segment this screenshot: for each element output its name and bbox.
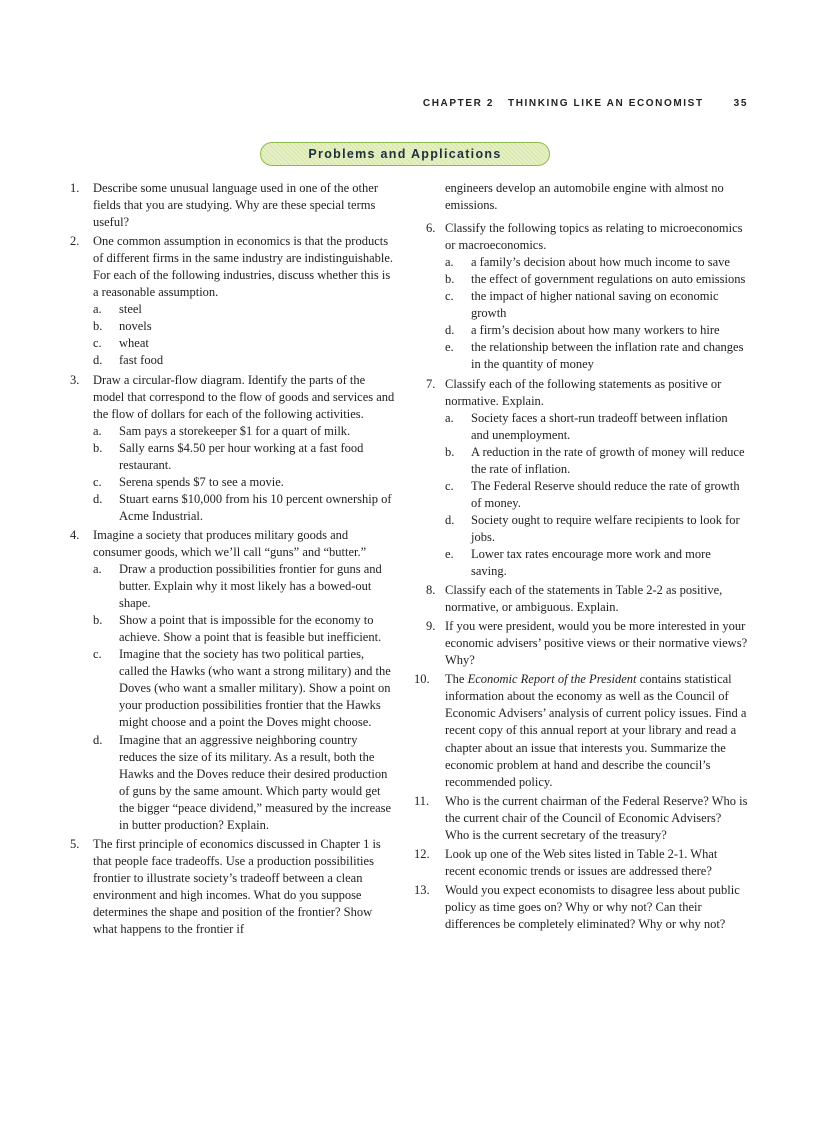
sub-letter: b.: [93, 440, 103, 455]
question-3: [70, 372, 395, 525]
question-number: 13.: [414, 882, 430, 897]
sub-text: Sally earns $4.50 per hour working at a fast food restaurant.: [119, 440, 364, 472]
chapter-title: THINKING LIKE AN ECONOMIST: [507, 98, 704, 109]
question-text: Would you expect economists to disagree less about public policy as time goes on? Why or why not? Can their differences be completely eliminated? Why or why not?: [445, 882, 740, 931]
sub-item: [445, 322, 748, 339]
sub-item: [93, 474, 395, 491]
sub-item: [93, 612, 395, 646]
question-11: [414, 793, 748, 844]
sub-letter: c.: [93, 336, 102, 351]
sub-item: [93, 732, 395, 834]
question-1: [70, 180, 395, 231]
sub-letter: c.: [93, 474, 102, 489]
sub-letter: a.: [445, 255, 454, 270]
sub-item: [445, 444, 748, 478]
question-number: 10.: [414, 672, 430, 687]
question-number: 9.: [426, 619, 436, 634]
sub-text: Society faces a short-run tradeoff between inflation and unemployment.: [471, 410, 728, 442]
sub-letter: d.: [93, 353, 103, 368]
sub-item: [445, 546, 748, 580]
question-text: Who is the current chairman of the Federal Reserve? Who is the current chair of the Council of Economic Advisers? Who is the current secretary of the treasury?: [445, 793, 748, 842]
question-text: Imagine a society that produces military goods and consumer goods, which we’ll call “guns” and “butter.”: [93, 527, 367, 559]
question-text: One common assumption in economics is that the products of different firms in the same industry are indistinguishable. For each of the following industries, discuss whether this is a reasonable assumption.: [93, 234, 394, 300]
sub-item: [93, 646, 395, 731]
question-text: The first principle of economics discussed in Chapter 1 is that people face tradeoffs. Use a production possibilities frontier to illustrate society’s tradeoff between a clean environment and high incomes. What do you suppose determines the shape and position of the frontier? Show what happens to the frontier if: [93, 836, 381, 937]
sub-item: [93, 423, 395, 440]
sub-text: Lower tax rates encourage more work and more saving.: [471, 546, 711, 579]
question-2: [70, 233, 395, 369]
section-banner: [260, 142, 550, 166]
sub-text: a firm’s decision about how many workers to hire: [471, 323, 720, 338]
question-8: [418, 582, 748, 616]
sub-text: The Federal Reserve should reduce the rate of growth of money.: [471, 478, 740, 510]
sub-text: Show a point that is impossible for the economy to achieve. Show a point that is feasible but inefficient.: [119, 613, 382, 645]
question-number: 1.: [70, 181, 80, 195]
sub-text: wheat: [119, 336, 149, 351]
sub-text: novels: [119, 319, 152, 334]
question-number: 5.: [70, 836, 80, 851]
chapter-label: CHAPTER 2: [422, 98, 494, 109]
question-number: 11.: [414, 793, 430, 808]
sub-item: [93, 440, 395, 474]
question-13: [414, 882, 748, 933]
sub-letter: c.: [93, 647, 102, 662]
report-title: Economic Report of the President: [467, 672, 637, 687]
sub-letter: d.: [93, 491, 103, 506]
question-7: [418, 376, 748, 581]
running-header: [423, 98, 748, 109]
sub-item: [445, 339, 748, 373]
sub-text: Serena spends $7 to see a movie.: [119, 474, 284, 489]
sub-letter: b.: [93, 319, 103, 334]
question-number: 6.: [426, 221, 436, 236]
question-5: [70, 836, 395, 938]
sub-text: Stuart earns $10,000 from his 10 percent ownership of Acme Industrial.: [119, 491, 392, 523]
sub-letter: a.: [445, 410, 454, 425]
sub-item: [93, 301, 395, 318]
sub-letter: e.: [445, 340, 454, 355]
sub-text: the effect of government regulations on auto emissions: [471, 272, 746, 287]
sub-text: steel: [119, 302, 142, 317]
sub-item: [93, 561, 395, 612]
sub-item: [93, 335, 395, 352]
sub-item: [445, 288, 748, 322]
question-number: 7.: [426, 376, 436, 391]
question-5-continued: [418, 180, 748, 214]
section-title: Problems and Applications: [308, 147, 502, 161]
question-10: [414, 671, 748, 790]
question-number: 4.: [70, 527, 80, 542]
question-text-lead: The: [445, 672, 468, 687]
question-number: 2.: [70, 234, 80, 249]
sub-letter: a.: [93, 423, 102, 438]
question-text: Classify each of the statements in Table 2-2 as positive, normative, or ambiguous. Explain.: [445, 583, 723, 615]
question-text: engineers develop an automobile engine with almost no emissions.: [445, 181, 724, 213]
sub-text: the relationship between the inflation rate and changes in the quantity of money: [471, 340, 744, 372]
sub-text: A reduction in the rate of growth of money will reduce the rate of inflation.: [471, 444, 745, 476]
question-number: 8.: [426, 583, 436, 598]
question-text: Classify the following topics as relating to microeconomics or macroeconomics.: [445, 221, 743, 253]
question-number: 3.: [70, 372, 80, 387]
sub-letter: d.: [445, 323, 455, 338]
sub-letter: c.: [445, 478, 454, 493]
question-text: Describe some unusual language used in one of the other fields that you are studying. Why are these special terms useful?: [93, 181, 378, 230]
question-12: [414, 846, 748, 880]
sub-letter: c.: [445, 289, 454, 304]
question-text: contains statistical information about the economy as well as the Council of Economic Advisers’ analysis of current policy issues. Find a recent copy of this annual report at your library and read a chapter about an issue that interests you. Summarize the economic problem at hand and describe the council’s recommended policy.: [445, 672, 747, 789]
question-number: 12.: [414, 846, 430, 861]
sub-text: Imagine that an aggressive neighboring country reduces the size of its military. As a result, both the Hawks and the Doves reduce their desired production of guns by the same amount. Which party would get the bigger “peace dividend,” measured by the increase in butter production? Explain.: [119, 732, 392, 832]
question-text: If you were president, would you be more interested in your economic advisers’ positive views or their normative views? Why?: [445, 619, 748, 668]
sub-letter: d.: [93, 732, 103, 747]
sub-item: [93, 318, 395, 335]
sub-text: Imagine that the society has two political parties, called the Hawks (who want a strong military) and the Doves (who want a smaller military). Show a point on your production possibilities frontier that the Hawks might choose and a point the Doves might choose.: [119, 647, 391, 730]
sub-text: a family’s decision about how much income to save: [471, 255, 730, 270]
question-9: [418, 618, 748, 669]
sub-item: [93, 491, 395, 525]
question-text: Classify each of the following statements as positive or normative. Explain.: [445, 376, 722, 408]
sub-letter: b.: [445, 444, 455, 459]
sub-letter: a.: [93, 302, 102, 317]
left-column: [70, 180, 395, 940]
sub-item: [445, 271, 748, 288]
sub-item: [445, 410, 748, 444]
question-text: Draw a circular-flow diagram. Identify the parts of the model that correspond to the flow of goods and services and the flow of dollars for each of the following activities.: [93, 372, 395, 421]
sub-letter: a.: [93, 562, 102, 577]
sub-item: [93, 352, 395, 369]
question-4: [70, 527, 395, 834]
sub-text: the impact of higher national saving on economic growth: [471, 289, 719, 321]
sub-item: [445, 478, 748, 512]
sub-item: [445, 254, 748, 271]
right-column: [414, 180, 748, 935]
sub-text: Draw a production possibilities frontier for guns and butter. Explain why it most likely has a bowed-out shape.: [119, 562, 382, 611]
sub-letter: e.: [445, 546, 454, 561]
sub-text: Society ought to require welfare recipients to look for jobs.: [471, 512, 740, 544]
question-text: Look up one of the Web sites listed in Table 2-1. What recent economic trends or issues are addressed there?: [445, 846, 718, 878]
sub-letter: b.: [93, 613, 103, 628]
question-6: [418, 220, 748, 373]
page-number: 35: [733, 98, 748, 109]
sub-text: Sam pays a storekeeper $1 for a quart of milk.: [119, 423, 351, 438]
sub-item: [445, 512, 748, 546]
sub-letter: b.: [445, 272, 455, 287]
sub-text: fast food: [119, 353, 164, 368]
sub-letter: d.: [445, 512, 455, 527]
